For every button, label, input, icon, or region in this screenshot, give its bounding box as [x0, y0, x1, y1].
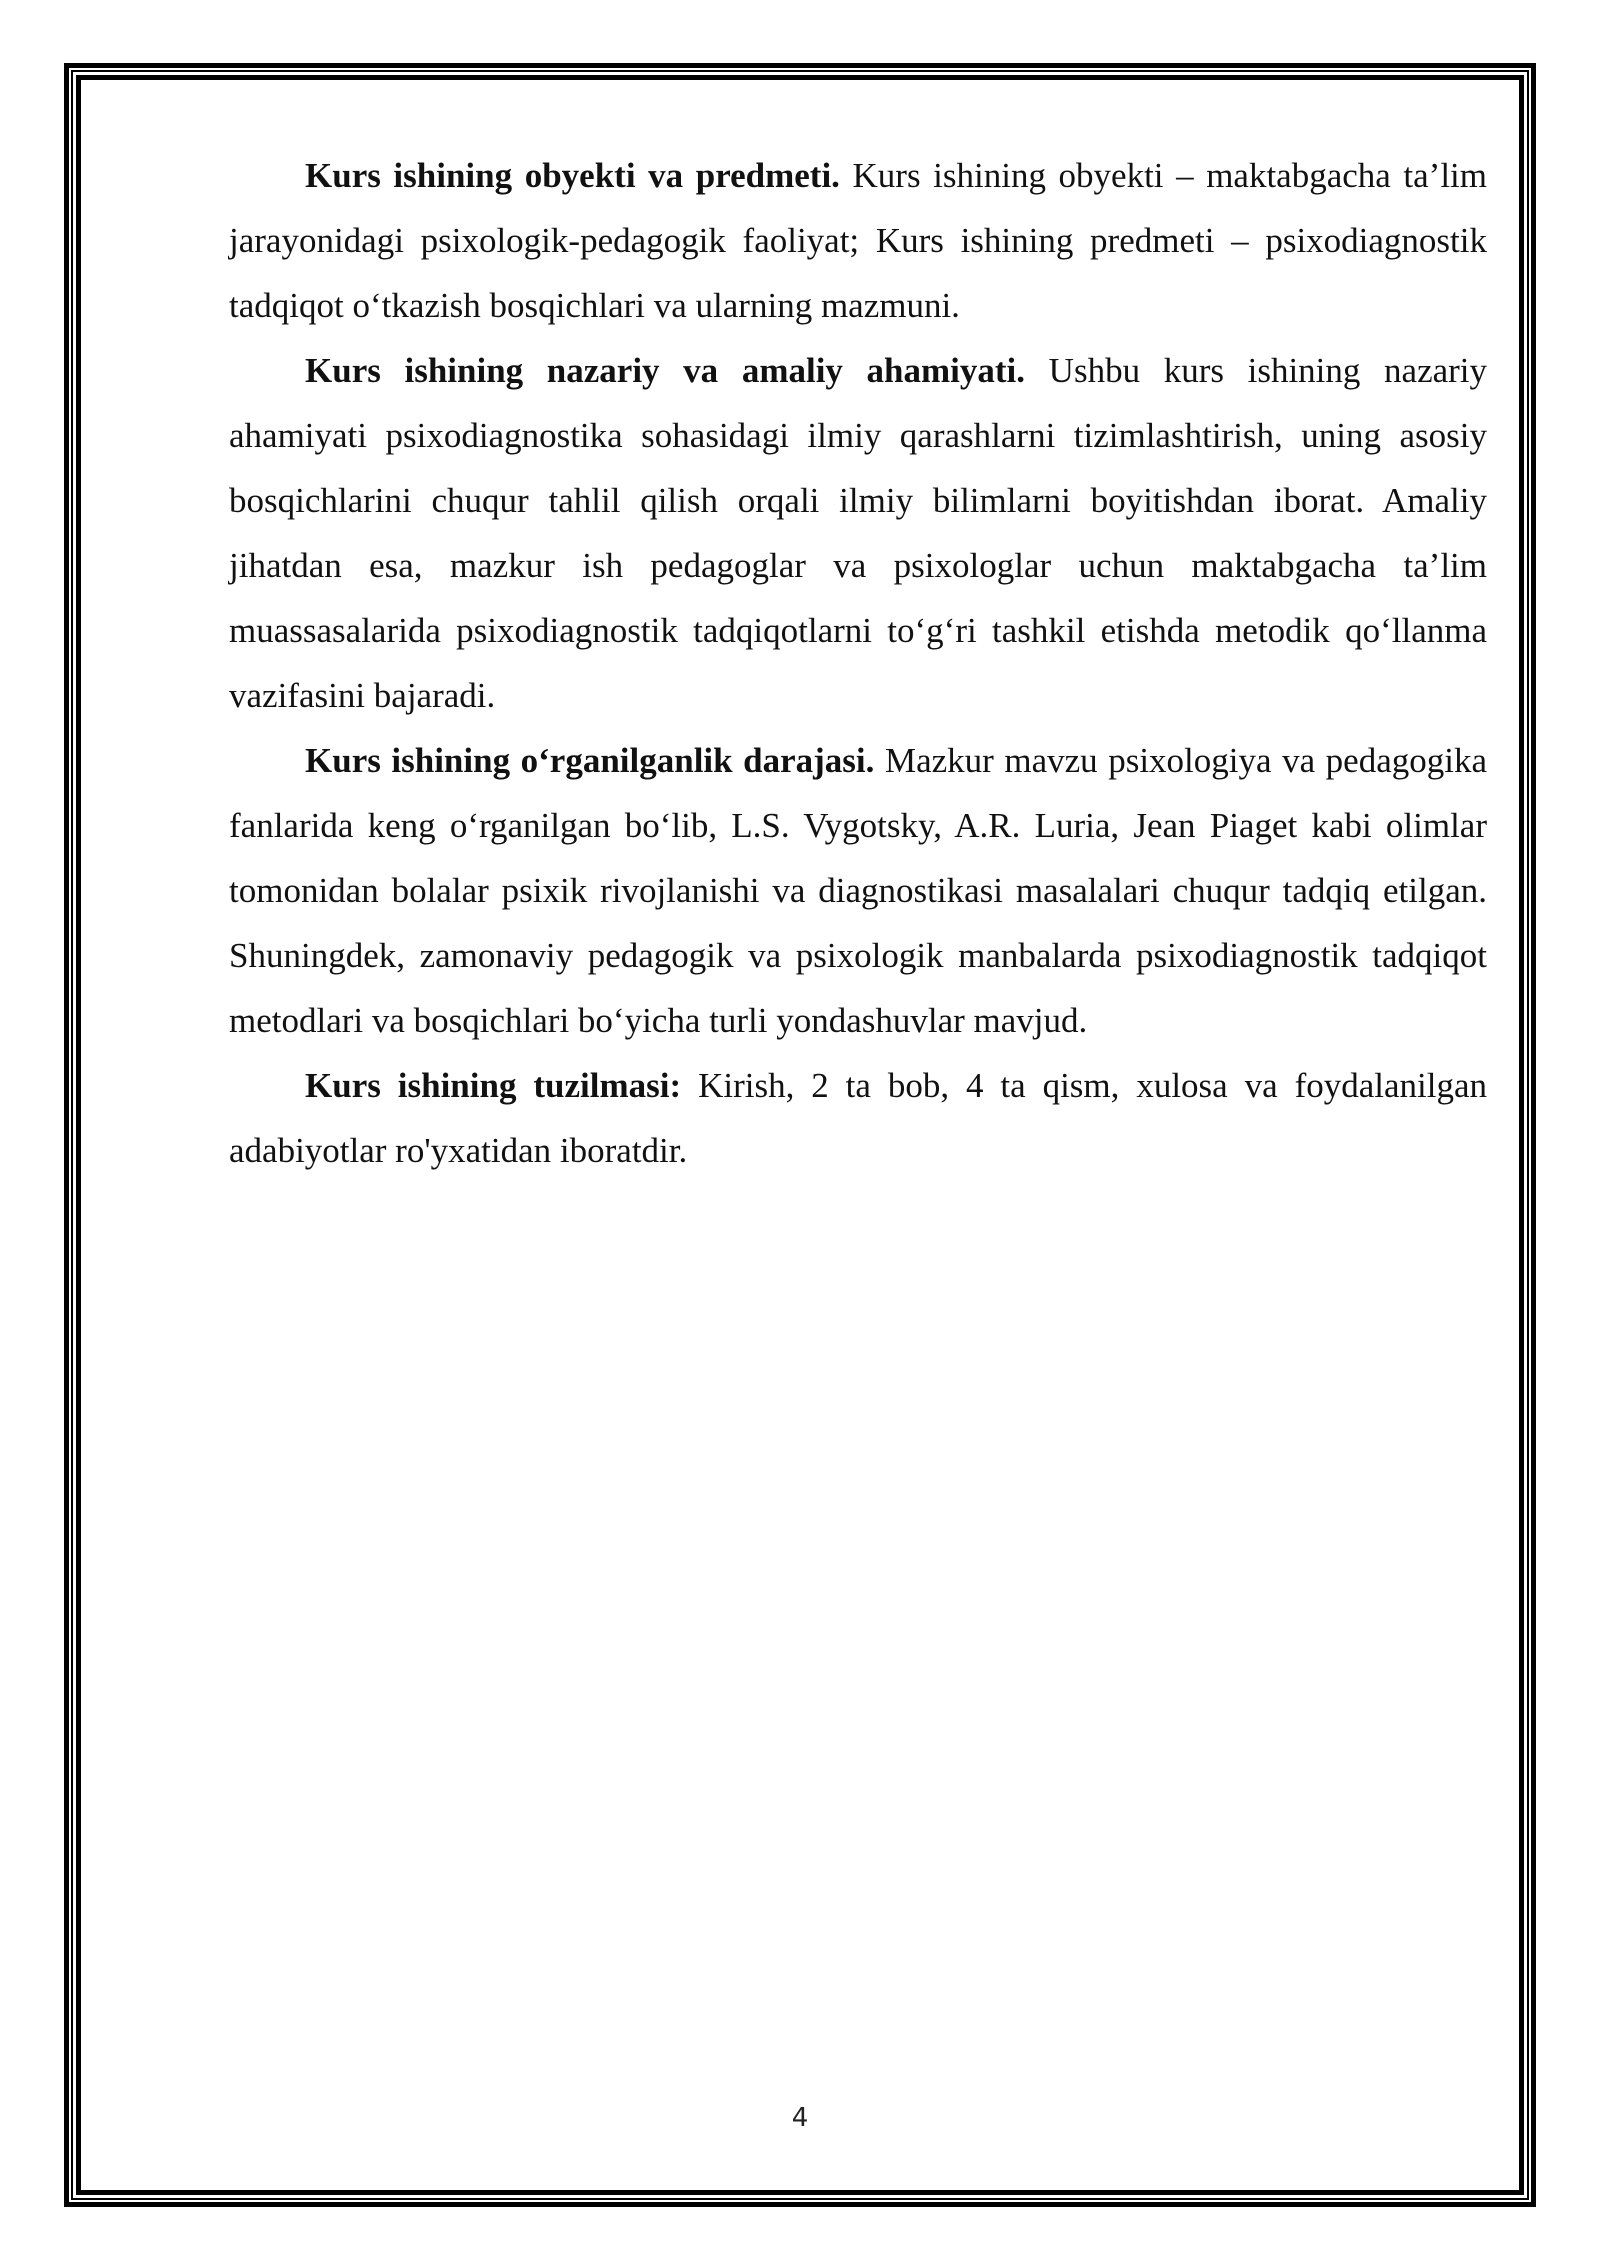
paragraph-heading: Kurs ishining tuzilmasi:: [305, 1066, 682, 1105]
paragraph-structure: [229, 1053, 1487, 1183]
paragraph-heading: Kurs ishining o‘rganilganlik darajasi.: [305, 741, 875, 780]
paragraph-text: Mazkur mavzu psixologiya va pedagogika fanlarida keng o‘rganilgan bo‘lib, L.S. Vygotsky, A.R. Luria, Jean Piaget kabi olimlar tomonidan bolalar psixik rivojlanishi va diagnostikasi masalalari chuqur tadqiq etilgan. Shuningdek, zamonaviy pedagogik va psixologik manbalarda psixodiagnostik tadqiqot metodlari va bosqichlari bo‘yicha turli yondashuvlar mavjud.: [229, 741, 1487, 1040]
paragraph-text: Ushbu kurs ishining nazariy ahamiyati psixodiagnostika sohasidagi ilmiy qarashlarni tizimlashtirish, uning asosiy bosqichlarini chuqur tahlil qilish orqali ilmiy bilimlarni boyitishdan iborat. Amaliy jihatdan esa, mazkur ish pedagoglar va psixologlar uchun maktabgacha ta’lim muassasalarida psixodiagnostik tadqiqotlarni to‘g‘ri tashkil etishda metodik qo‘llanma vazifasini bajaradi.: [229, 351, 1488, 715]
paragraph-heading: Kurs ishining obyekti va predmeti.: [305, 156, 840, 195]
paragraph-text: Kurs ishining obyekti – maktabgacha ta’lim jarayonidagi psixologik-pedagogik faoliyat; Kurs ishining predmeti – psixodiagnostik tadqiqot o‘tkazish bosqichlari va ularning mazmuni.: [229, 156, 1487, 325]
paragraph-heading: Kurs ishining nazariy va amaliy ahamiyati.: [305, 351, 1026, 390]
paragraph-text: Kirish, 2 ta bob, 4 ta qism, xulosa va foydalanilgan adabiyotlar ro'yxatidan iboratdir.: [229, 1066, 1488, 1170]
paragraph-significance: [229, 338, 1487, 728]
document-body: [229, 143, 1487, 1183]
paragraph-study-degree: [229, 728, 1487, 1053]
page-number: 4: [791, 2103, 809, 2133]
paragraph-object-subject: [229, 143, 1487, 338]
